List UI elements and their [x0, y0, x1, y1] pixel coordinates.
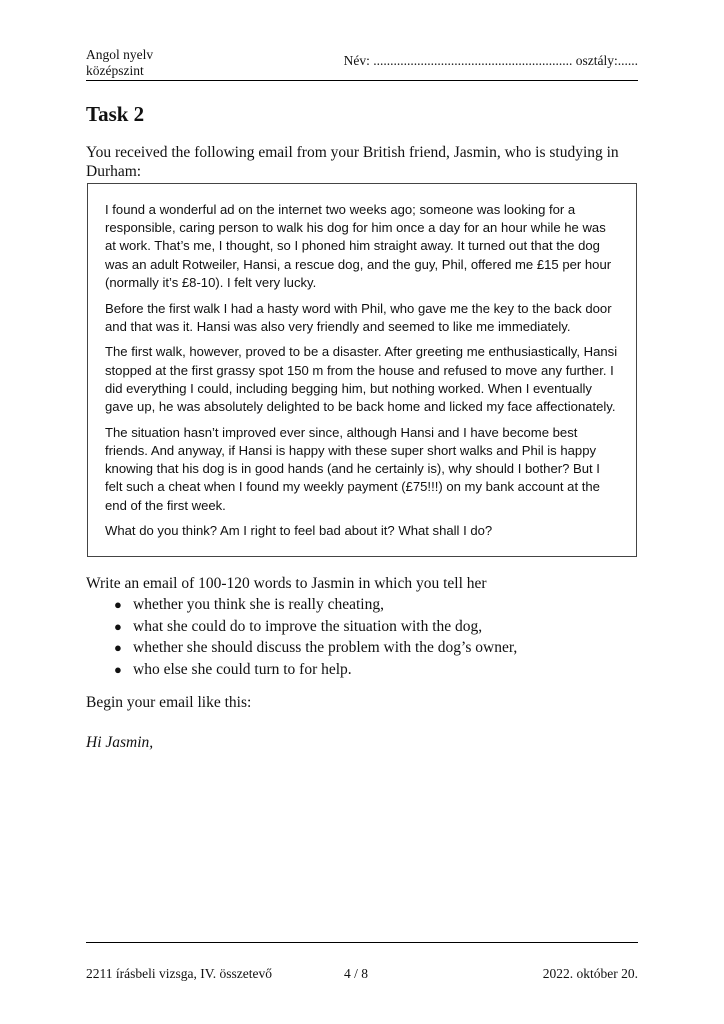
instruction-list: [114, 594, 517, 680]
greeting-line: Hi Jasmin,: [86, 734, 154, 751]
email-paragraph: I found a wonderful ad on the internet two weeks ago; someone was looking for a responsible, caring person to walk his dog for him once a day for an hour while he was at work. That’s me, I thought, so I phoned him straight away. It turned out that the dog was an adult Rotweiler, Hansi, a rescue dog, and the guy, Phil, offered me £15 per hour (normally it’s £8-10). I felt very lucky.: [105, 202, 612, 290]
subject-name: Angol nyelv: [86, 47, 154, 62]
list-item: [114, 659, 517, 681]
header-divider: [86, 80, 638, 81]
footer-divider: [86, 942, 638, 943]
bullet-icon: ●: [114, 597, 122, 612]
bullet-icon: ●: [114, 640, 122, 655]
email-paragraph: Before the first walk I had a hasty word with Phil, who gave me the key to the back door and that was it. Hansi was also very friendly and seemed to like me immediately.: [105, 300, 612, 334]
exam-code: 2211 írásbeli vizsga, IV. összetevő: [86, 966, 272, 981]
list-item-text: what she could do to improve the situation with the dog,: [133, 617, 483, 635]
list-item: [114, 594, 517, 616]
task-title: Task 2: [86, 102, 145, 126]
page-header-subject: [86, 47, 153, 79]
begin-instruction: Begin your email like this:: [86, 694, 252, 711]
list-item: [114, 637, 517, 659]
name-class-field: Név: ........................................................... osztály:......: [343, 53, 638, 68]
exam-date: 2022. október 20.: [542, 966, 638, 981]
subject-level: középszint: [86, 63, 144, 78]
bullet-icon: ●: [114, 618, 122, 634]
page-number: 4 / 8: [344, 966, 369, 981]
email-paragraph: What do you think? Am I right to feel bad about it? What shall I do?: [105, 523, 493, 539]
task-instructions: Write an email of 100-120 words to Jasmin in which you tell her: [86, 575, 487, 592]
task-intro: You received the following email from your British friend, Jasmin, who is studying in Durham:: [86, 144, 619, 180]
list-item-text: whether she should discuss the problem with the dog’s owner,: [133, 639, 518, 656]
list-item-text: whether you think she is really cheating,: [133, 596, 384, 613]
email-paragraph: The first walk, however, proved to be a disaster. After greeting me enthusiastically, Hansi stopped at the first grassy spot 150 m from the house and refused to move any further. I did everything I could, including begging him, but nothing worked. When I eventually gave up, he was absolutely delighted to be back home and licked my face affectionately.: [105, 344, 618, 415]
email-paragraph: The situation hasn’t improved ever since, although Hansi and I have become best friends. And anyway, if Hansi is happy with these super short walks and Phil is happy knowing that his dog is in good hands (and he certainly is), why should I bother? But I felt such a cheat when I found my weekly payment (£75!!!) on my bank account at the end of the first week.: [105, 424, 600, 513]
list-item-text: who else she could turn to for help.: [133, 660, 352, 678]
bullet-icon: ●: [114, 661, 122, 677]
email-box: [87, 183, 637, 557]
list-item: [114, 616, 517, 638]
